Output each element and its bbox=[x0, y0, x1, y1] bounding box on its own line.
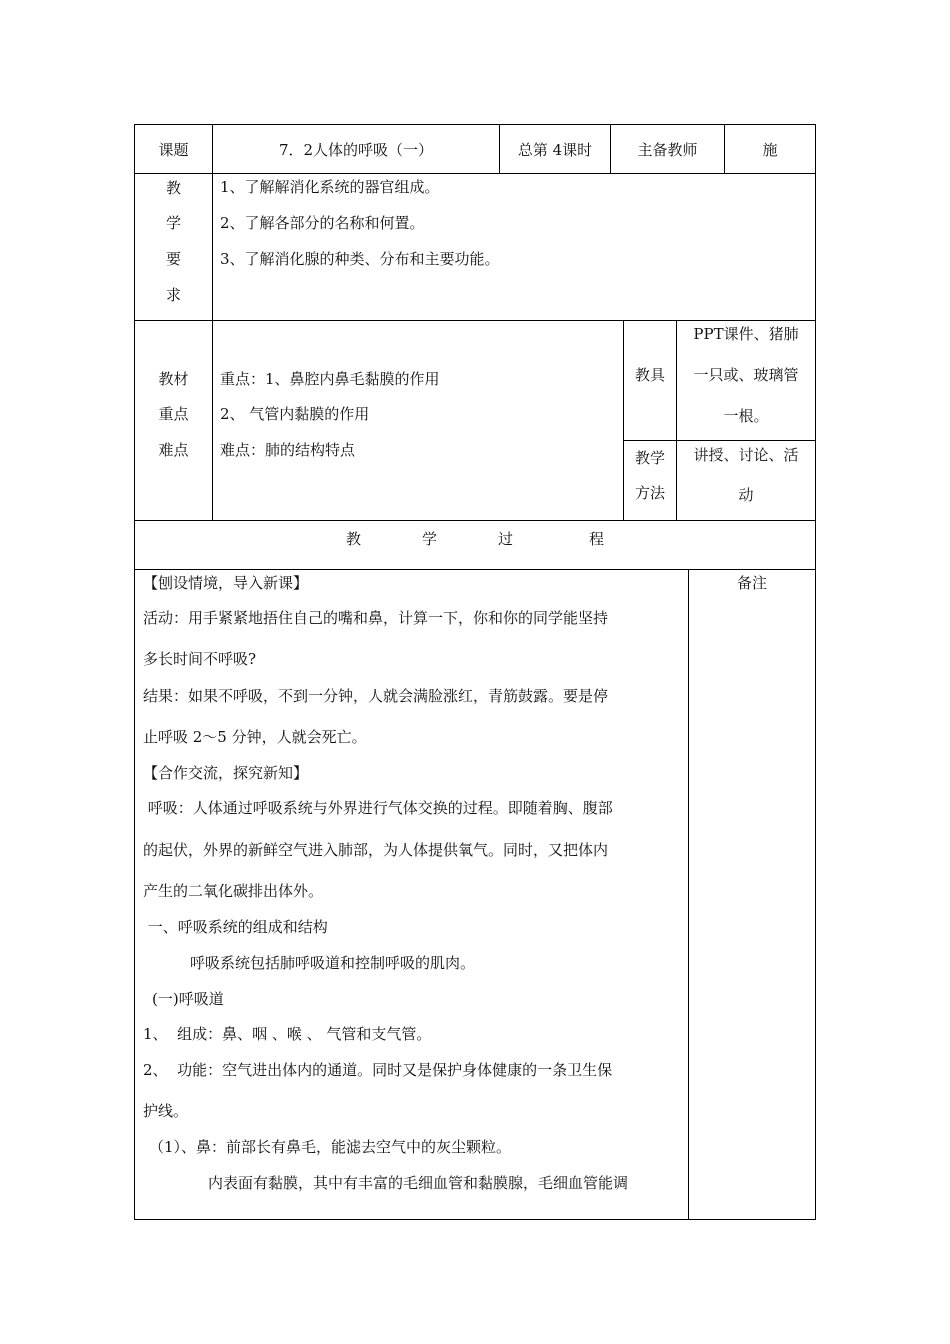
remark-label: 备注 bbox=[736, 574, 767, 592]
keypoints-label-3: 难点 bbox=[158, 441, 189, 459]
requirements-label-3: 要 bbox=[165, 250, 181, 268]
border-row1 bbox=[134, 173, 816, 174]
keypoint-line: 重点：1、鼻腔内鼻毛黏膜的作用 bbox=[220, 370, 440, 388]
method-line: 动 bbox=[738, 486, 754, 504]
process-heading-char: 程 bbox=[589, 530, 605, 548]
keypoint-line: 难点：肺的结构特点 bbox=[220, 441, 356, 459]
process-line: 多长时间不呼吸? bbox=[143, 650, 257, 668]
tools-line: PPT课件、猪肺 bbox=[693, 325, 799, 343]
process-line: 【合作交流，探究新知】 bbox=[143, 764, 309, 782]
keypoints-label-2: 重点 bbox=[158, 405, 189, 423]
border-row3 bbox=[134, 520, 816, 521]
requirement-item: 1、了解解消化系统的器官组成。 bbox=[220, 178, 440, 196]
method-line: 讲授、讨论、活 bbox=[693, 446, 799, 464]
process-line: （1）、鼻：前部长有鼻毛，能滤去空气中的灰尘颗粒。 bbox=[149, 1138, 512, 1156]
teacher-name: 施 bbox=[762, 140, 778, 159]
tools-line: 一根。 bbox=[723, 407, 769, 425]
process-line: 一、呼吸系统的组成和结构 bbox=[143, 918, 328, 936]
process-line: 的起伏，外界的新鲜空气进入肺部，为人体提供氧气。同时，又把体内 bbox=[143, 841, 609, 859]
border-col-remark bbox=[688, 569, 689, 1220]
border-col-label bbox=[212, 124, 213, 521]
requirement-item: 2、了解各部分的名称和何置。 bbox=[220, 214, 425, 232]
process-heading-char: 教 bbox=[346, 530, 362, 548]
process-heading-char: 学 bbox=[422, 530, 438, 548]
border-row4 bbox=[134, 569, 816, 570]
method-label-1: 教学 bbox=[634, 449, 665, 467]
process-line: 呼吸系统包括肺呼吸道和控制呼吸的肌肉。 bbox=[190, 954, 476, 972]
process-line: 呼吸：人体通过呼吸系统与外界进行气体交换的过程。即随着胸、腹部 bbox=[143, 799, 613, 817]
requirements-label-4: 求 bbox=[165, 286, 181, 304]
process-line: 内表面有黏膜，其中有丰富的毛细血管和黏膜腺，毛细血管能调 bbox=[208, 1174, 629, 1192]
process-line: 护线。 bbox=[143, 1102, 189, 1120]
process-line: 1、 组成：鼻、咽 、喉 、 气管和支气管。 bbox=[143, 1025, 432, 1043]
process-line: 2、 功能：空气进出体内的通道。同时又是保护身体健康的一条卫生保 bbox=[143, 1061, 613, 1079]
keypoint-line: 2、 气管内黏膜的作用 bbox=[220, 405, 370, 423]
tools-label: 教具 bbox=[634, 366, 665, 384]
topic-label: 课题 bbox=[158, 140, 189, 159]
process-line: 【刨设情境，导入新课】 bbox=[143, 574, 309, 592]
requirement-item: 3、了解消化腺的种类、分布和主要功能。 bbox=[220, 250, 500, 268]
process-line: 活动：用手紧紧地捂住自己的嘴和鼻，计算一下，你和你的同学能坚持 bbox=[143, 609, 609, 627]
lesson-title: 7．2人体的呼吸（一） bbox=[278, 140, 434, 159]
process-line: 产生的二氧化碳排出体外。 bbox=[143, 882, 324, 900]
border-bottom bbox=[134, 1219, 816, 1220]
method-label-2: 方法 bbox=[634, 484, 665, 502]
teacher-label: 主备教师 bbox=[637, 140, 698, 159]
lesson-number: 总第 4课时 bbox=[517, 140, 593, 159]
requirements-label-2: 学 bbox=[165, 214, 181, 232]
process-line: (一)呼吸道 bbox=[152, 990, 224, 1008]
border-right bbox=[815, 124, 816, 1220]
process-line: 结果：如果不呼吸，不到一分钟，人就会满脸涨红，青筋鼓露。要是停 bbox=[143, 687, 609, 705]
process-line: 止呼吸 2～5 分钟，人就会死亡。 bbox=[143, 728, 367, 746]
requirements-label-1: 教 bbox=[165, 179, 181, 197]
border-tools-method bbox=[623, 440, 816, 441]
keypoints-label-1: 教材 bbox=[158, 370, 189, 388]
tools-line: 一只或、玻璃管 bbox=[693, 366, 799, 384]
border-row2 bbox=[134, 320, 816, 321]
process-heading-char: 过 bbox=[498, 530, 514, 548]
